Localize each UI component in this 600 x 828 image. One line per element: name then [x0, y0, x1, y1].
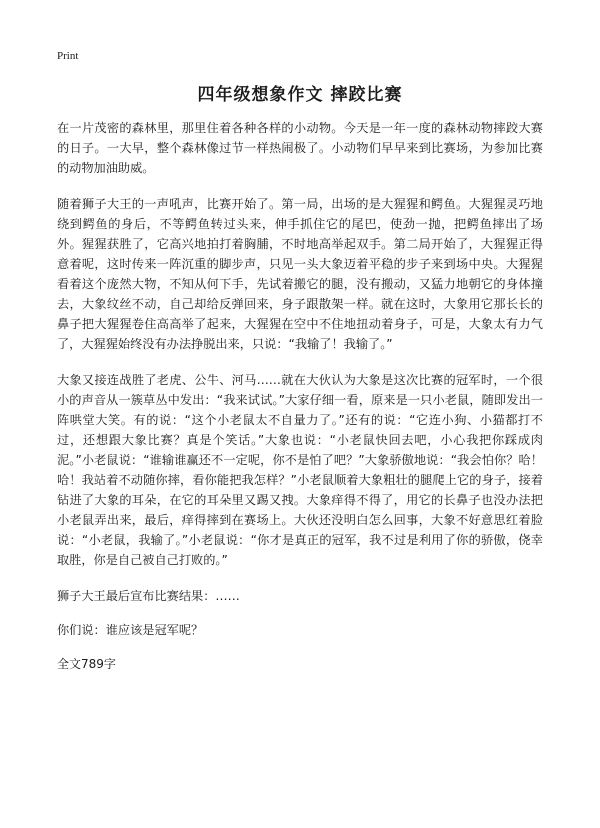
article-title: 四年级想象作文 摔跤比赛 [197, 85, 403, 105]
paragraph-round-one: 随着狮子大王的一声吼声，比赛开始了。第一局，出场的是大猩猩和鳄鱼。大猩猩灵巧地绕到鳄鱼的身后，不等鳄鱼转过头来，伸手抓住它的尾巴，使劲一抛，把鳄鱼摔出了场外。猩猩获胜了，它高兴地拍打着胸脯，不时地高举起双手。第二局开始了，大猩猩正得意着呢，这时传来一阵沉重的脚步声，只见一头大象迈着平稳的步子来到场中央。大猩猩看着这个庞然大物，不知从何下手，先试着搬它的腿，没有搬动，又猛力地朝它的身体撞去，大象纹丝不动，自己却给反弹回来，身子跟散架一样。就在这时，大象用它那长长的鼻子把大猩猩卷住高高举了起来，大猩猩在空中不住地扭动着身子，可是，大象太有力气了，大猩猩始终没有办法挣脱出来，只说：“我输了！我输了。” [57, 197, 543, 351]
article-body [57, 118, 543, 674]
paragraph-mouse-challenge: 大象又接连战胜了老虎、公牛、河马……就在大伙认为大象是这次比赛的冠军时，一个很小的声音从一簇草丛中发出：“我来试试。”大家仔细一看，原来是一只小老鼠，随即发出一阵哄堂大笑。有的说：“这个小老鼠太不自量力了。”还有的说：“它连小狗、小猫都打不过，还想跟大象比赛？真是个笑话。”大象也说：“小老鼠快回去吧，小心我把你踩成肉泥。”小老鼠说：“谁输谁赢还不一定呢，你不是怕了吧？”大象骄傲地说：“我会怕你？哈！哈！我站着不动随你摔，看你能把我怎样？”小老鼠顺着大象粗壮的腿爬上它的身子，接着钻进了大象的耳朵，在它的耳朵里又踢又拽。大象痒得不得了，用它的长鼻子也没办法把小老鼠弄出来，最后，痒得摔到在赛场上。大伙还没明白怎么回事，大象不好意思红着脸说：“小老鼠，我输了。”小老鼠说：“你才是真正的冠军，我不过是利用了你的骄傲，侥幸取胜，你是自己被自己打败的。” [57, 373, 543, 567]
paragraph-intro: 在一片茂密的森林里，那里住着各种各样的小动物。今天是一年一度的森林动物摔跤大赛的日子。一大早，整个森林像过节一样热闹极了。小动物们早早来到比赛场，为参加比赛的动物加油助威。 [57, 121, 543, 175]
paragraph-result: 狮子大王最后宣布比赛结果：…… [57, 589, 240, 603]
paragraph-question: 你们说：谁应该是冠军呢？ [57, 623, 204, 637]
print-link[interactable]: Print [57, 50, 79, 62]
word-count: 全文789字 [57, 657, 116, 671]
